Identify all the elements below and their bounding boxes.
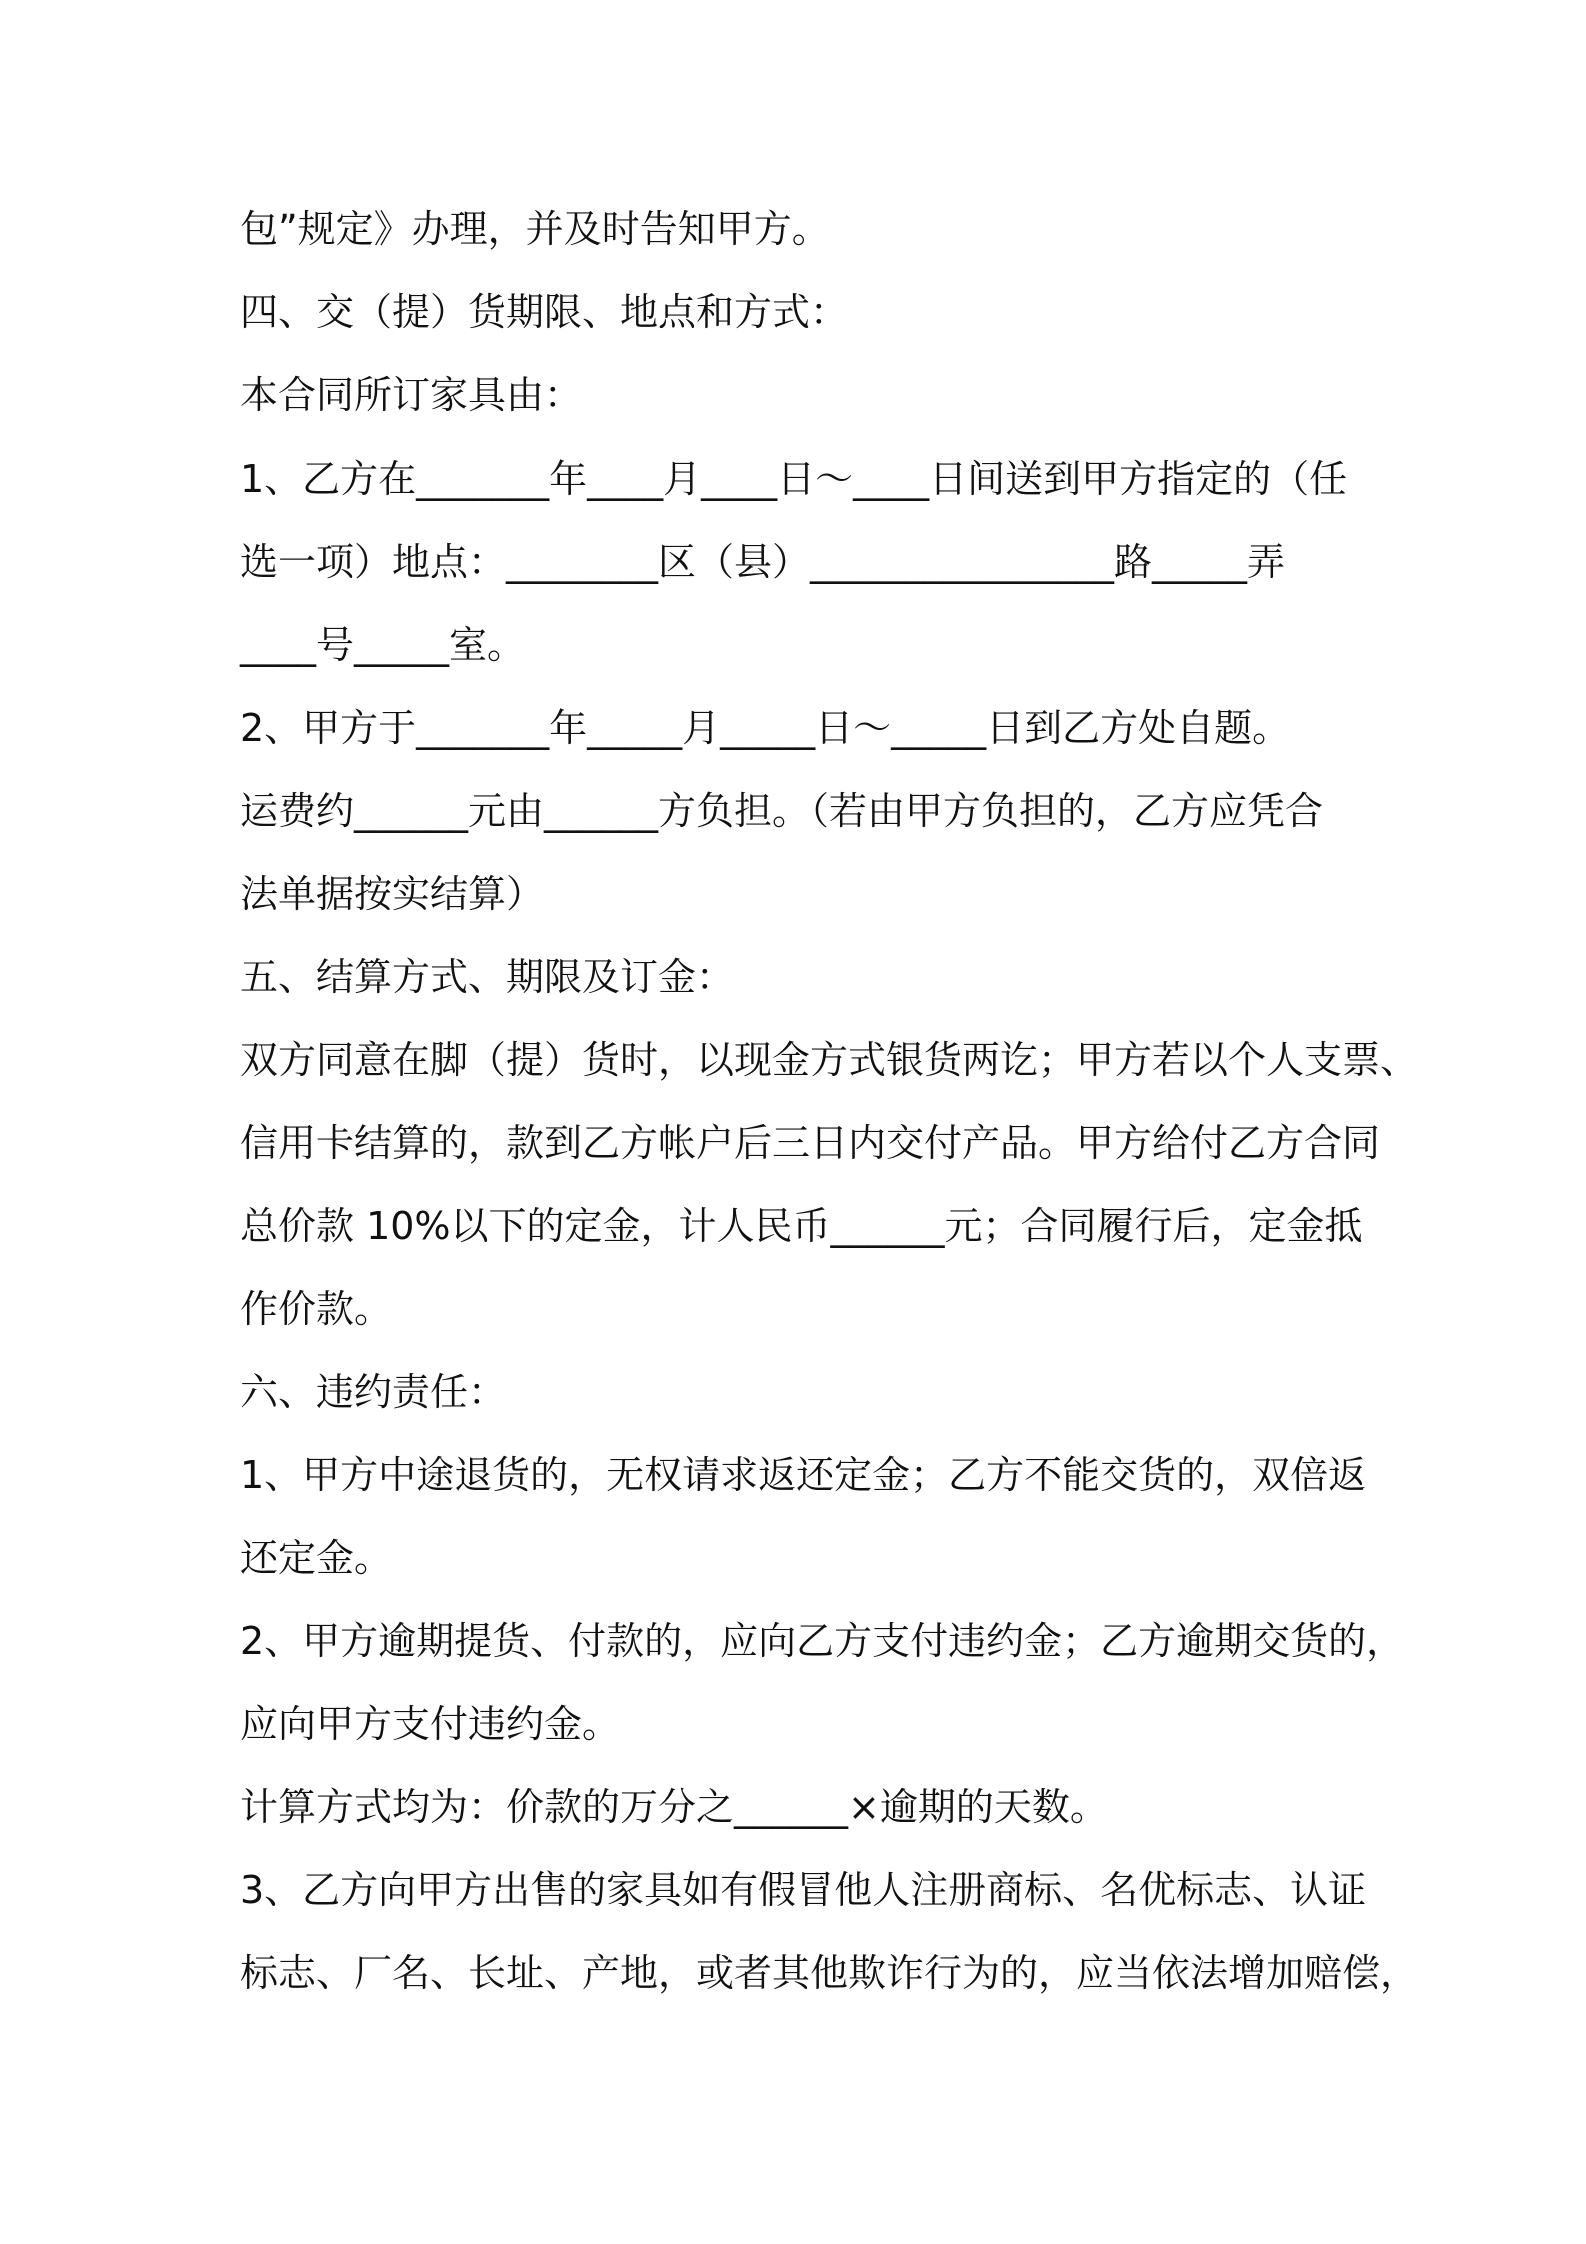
text-line: 1、乙方在_______年____月____日～____日间送到甲方指定的（任 <box>240 457 1348 501</box>
text-line: 运费约______元由______方负担。（若由甲方负担的，乙方应凭合 <box>240 789 1324 833</box>
text-line: 3、乙方向甲方出售的家具如有假冒他人注册商标、名优标志、认证 <box>240 1868 1367 1912</box>
text-line: 作价款。 <box>240 1287 393 1331</box>
text-line: 标志、厂名、长址、产地，或者其他欺诈行为的，应当依法增加赔偿， <box>240 1951 1419 1995</box>
text-line: 2、甲方逾期提货、付款的，应向乙方支付违约金；乙方逾期交货的， <box>240 1619 1405 1663</box>
text-line: 总价款 10%以下的定金，计人民币______元；合同履行后，定金抵 <box>240 1204 1363 1248</box>
section-heading: 五、结算方式、期限及订金： <box>240 955 735 999</box>
section-heading: 四、交（提）货期限、地点和方式： <box>240 290 849 334</box>
text-line: 应向甲方支付违约金。 <box>240 1702 621 1746</box>
text-line: 1、甲方中途退货的，无权请求返还定金；乙方不能交货的，双倍返 <box>240 1453 1367 1497</box>
text-line: 法单据按实结算） <box>240 872 545 916</box>
text-line: 双方同意在脚（提）货时，以现金方式银货两讫；甲方若以个人支票、 <box>240 1038 1419 1082</box>
text-line: 选一项）地点：________区（县）________________路_____弄 <box>240 540 1286 584</box>
text-line: ____号_____室。 <box>240 623 526 667</box>
text-line: 计算方式均为：价款的万分之______×逾期的天数。 <box>240 1785 1108 1829</box>
section-heading: 六、违约责任： <box>240 1370 507 1414</box>
text-line: 本合同所订家具由： <box>240 373 583 417</box>
text-line: 包”规定》办理，并及时告知甲方。 <box>240 207 830 251</box>
text-line: 信用卡结算的，款到乙方帐户后三日内交付产品。甲方给付乙方合同 <box>240 1121 1381 1165</box>
text-line: 2、甲方于_______年_____月_____日～_____日到乙方处自题。 <box>240 706 1291 750</box>
text-line: 还定金。 <box>240 1536 393 1580</box>
